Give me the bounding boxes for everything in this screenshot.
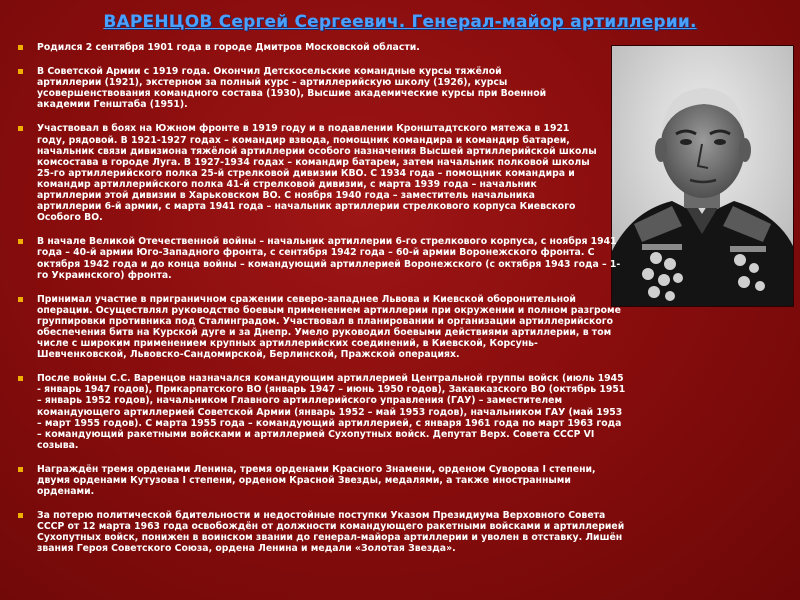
paragraph-demotion: За потерю политической бдительности и недостойные поступки Указом Президиума Верховного Совета СССР от 12 марта 1963 года освобождён от должности командующего ракетными войсками и артиллерией Сухопутных войск, понижен в воинском звании до генерал-майора артиллерии и уволен в отставку. Лишён звания Героя Советского Союза, ордена Ленина и медали «Золотая Звезда». bbox=[14, 510, 627, 554]
bullet-icon bbox=[18, 239, 23, 244]
bullet-icon bbox=[18, 376, 23, 381]
paragraph-education: В Советской Армии с 1919 года. Окончил Детскосельские командные курсы тяжёлой артиллерии (1921), экстерном за полный курс – артиллерийскую школу (1926), курсы усовершенствования командного состава (1930), Высшие академические курсы при Военной академии Генштаба (1951). bbox=[14, 66, 547, 110]
bullet-icon bbox=[18, 513, 23, 518]
paragraph-awards: Награждён тремя орденами Ленина, тремя орденами Красного Знамени, орденом Суворова I степени, двумя орденами Кутузова I степени, орденом Красной Звезды, медалями, а также иностранными орденами. bbox=[14, 464, 627, 497]
bullet-icon bbox=[18, 69, 23, 74]
paragraph-war-start: В начале Великой Отечественной войны – начальник артиллерии 6-го стрелкового корпуса, с ноября 1941 года – 40-й армии Юго-Западного фронта, с сентября 1942 года – 60-й армии Воронежского фронта. С октября 1942 года и до конца войны – командующий артиллерией Воронежского (с октября 1943 года – 1-го Украинского) фронта. bbox=[14, 236, 627, 280]
paragraph-operations: Принимал участие в приграничном сражении северо-западнее Львова и Киевской оборонительной операции. Осуществлял руководство боевым применением артиллерии при окружении и полном разгроме группировки противника под Сталинградом. Участвовал в планировании и организации артиллерийского обеспечения битв на Курской дуге и за Днепр. Умело руководил боевыми действиями артиллерии, в том числе с широким применением крупных артиллерийских соединений, в Киевской, Корсунь-Шевченковской, Львовско-Сандомирской, Берлинской, Пражской операциях. bbox=[14, 294, 627, 361]
biography-text bbox=[14, 42, 626, 568]
slide-title: ВАРЕНЦОВ Сергей Сергеевич. Генерал-майор артиллерии. bbox=[103, 12, 697, 32]
bullet-icon bbox=[18, 297, 23, 302]
paragraph-postwar: После войны С.С. Варенцов назначался командующим артиллерией Центральной группы войск (июль 1945 - январь 1947 годов), Прикарпатского ВО (январь 1947 – июнь 1950 годов), Закавказского ВО (октябрь 1951 – январь 1952 годов), начальником Главного артиллерийского управления (ГАУ) – заместителем командующего артиллерией Советской Армии (январь 1952 – май 1953 годов), начальником ГАУ (май 1953 – март 1955 годов). С марта 1955 года – командующий артиллерией, с января 1961 года по март 1963 года – командующий ракетными войсками и артиллерией Сухопутных войск. Депутат Верх. Совета СССР VI созыва. bbox=[14, 373, 627, 451]
paragraph-early-service: Участвовал в боях на Южном фронте в 1919 году и в подавлении Кронштадтского мятежа в 1921 году, рядовой. В 1921-1927 годах – командир взвода, помощник командира и командир батареи, начальник связи дивизиона тяжёлой артиллерии особого назначения Высшей артиллерийской школы комсостава в городе Луга. В 1927-1934 годах – командир батареи, затем начальник полковой школы 25-го артиллерийского полка 25-й стрелковой дивизии КВО. С 1934 года – помощник командира и командир артиллерийского полка 41-й стрелковой дивизии, с марта 1939 года – начальник артиллерии этой дивизии в Харьковском ВО. С ноября 1940 года – заместитель начальника артиллерии 6-й армии, с марта 1941 года – начальник артиллерии стрелкового корпуса Киевского Особого ВО. bbox=[14, 123, 597, 223]
portrait-photo-icon bbox=[611, 45, 794, 307]
paragraph-birth: Родился 2 сентября 1901 года в городе Дмитров Московской области. bbox=[14, 42, 505, 53]
bullet-icon bbox=[18, 45, 23, 50]
bullet-icon bbox=[18, 126, 23, 131]
bullet-icon bbox=[18, 467, 23, 472]
